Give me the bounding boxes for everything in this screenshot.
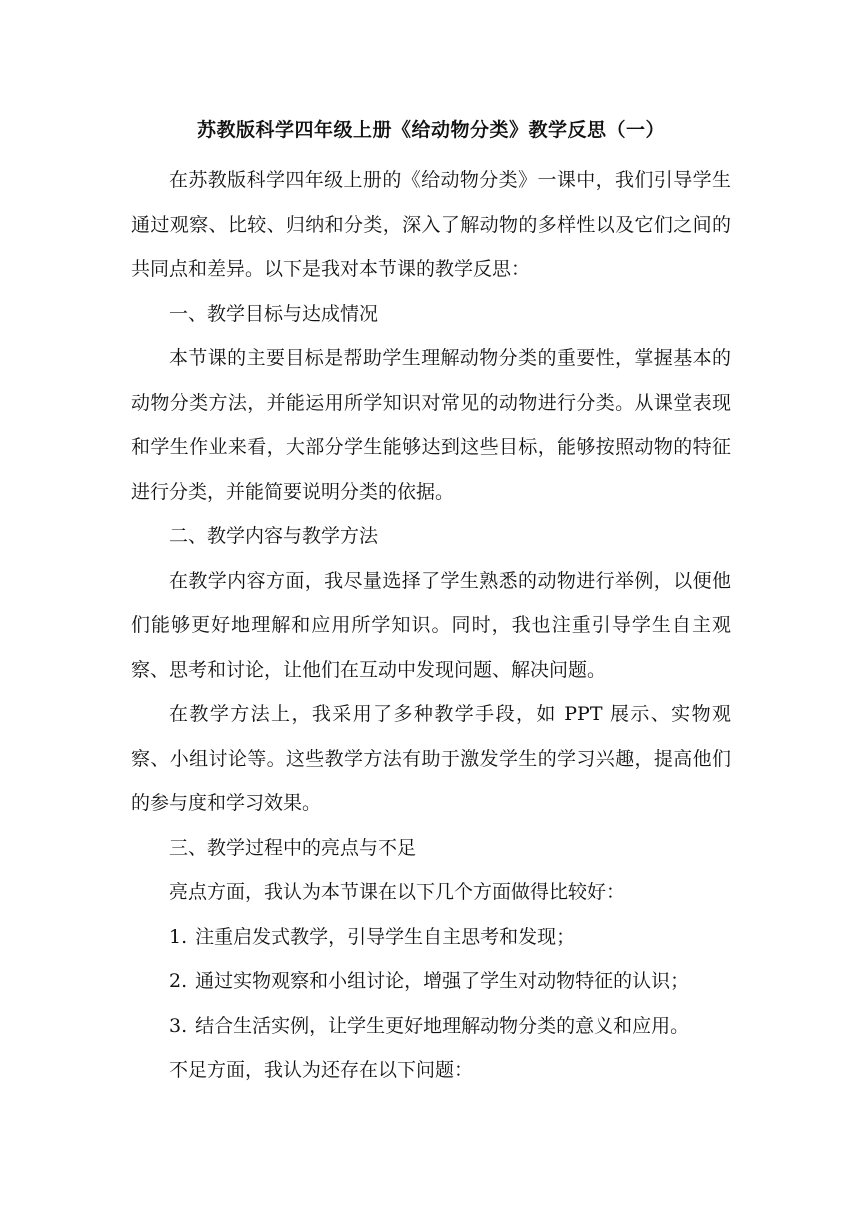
list-item-text: 通过实物观察和小组讨论，增强了学生对动物特征的认识； xyxy=(195,970,690,992)
section-heading-content-methods: 二、教学内容与教学方法 xyxy=(169,525,379,547)
methods-paragraph: 在教学方法上，我采用了多种教学手段，如 PPT 展示、实物观察、小组讨论等。这些教学方法有助于激发学生的学习兴趣，提高他们的参与度和学习效果。 xyxy=(131,703,731,814)
highlights-intro-paragraph: 亮点方面，我认为本节课在以下几个方面做得比较好： xyxy=(169,881,626,903)
section-heading-goals: 一、教学目标与达成情况 xyxy=(169,302,379,325)
list-item-number: 1. xyxy=(169,925,188,948)
title-spacing xyxy=(131,150,731,158)
list-item-text: 结合生活实例，让学生更好地理解动物分类的意义和应用。 xyxy=(195,1014,690,1037)
list-item xyxy=(131,915,731,960)
goals-paragraph: 本节课的主要目标是帮助学生理解动物分类的重要性，掌握基本的动物分类方法，并能运用所学知识对常见的动物进行分类。从课堂表现和学生作业来看，大部分学生能够达到这些目标，能够按照动物的特征进行分类，并能简要说明分类的依据。 xyxy=(131,347,731,503)
content-paragraph: 在教学内容方面，我尽量选择了学生熟悉的动物进行举例，以便他们能够更好地理解和应用所学知识。同时，我也注重引导学生自主观察、思考和讨论，让他们在互动中发现问题、解决问题。 xyxy=(131,569,731,681)
list-item xyxy=(131,1004,731,1049)
shortcomings-intro-paragraph: 不足方面，我认为还存在以下问题： xyxy=(169,1059,474,1081)
list-item xyxy=(131,959,731,1004)
list-item-number: 3. xyxy=(169,1014,188,1037)
intro-paragraph: 在苏教版科学四年级上册的《给动物分类》一课中，我们引导学生通过观察、比较、归纳和分类，深入了解动物的多样性以及它们之间的共同点和差异。以下是我对本节课的教学反思： xyxy=(131,169,731,280)
list-item-text: 注重启发式教学，引导学生自主思考和发现； xyxy=(195,925,576,948)
document-title: 苏教版科学四年级上册《给动物分类》教学反思（一） xyxy=(196,119,665,141)
section-heading-highlights: 三、教学过程中的亮点与不足 xyxy=(169,836,417,859)
document-body xyxy=(131,110,731,1093)
list-item-number: 2. xyxy=(169,970,188,992)
